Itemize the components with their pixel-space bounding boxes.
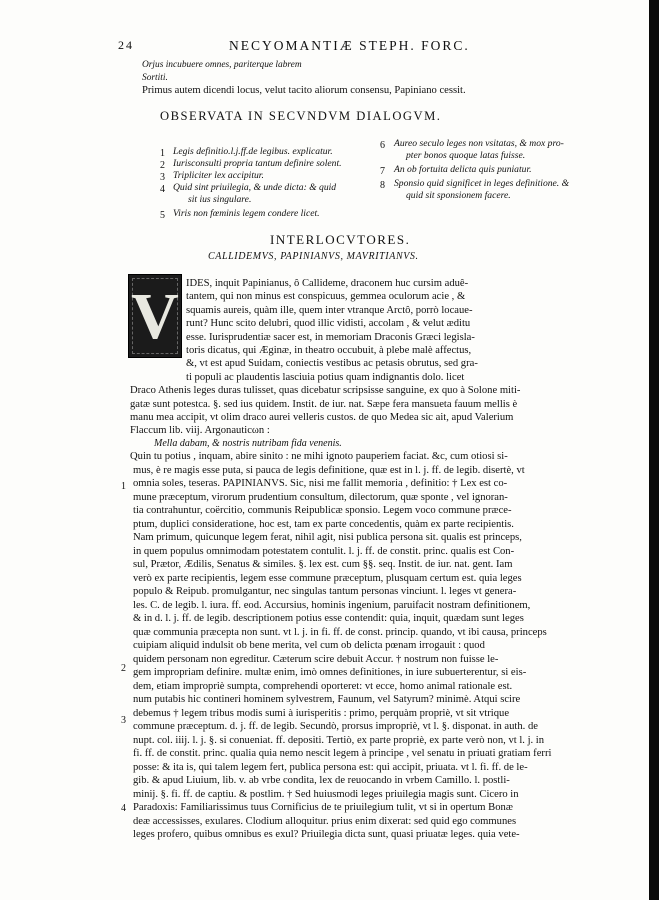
toc-item: Legis definitio.l.j.ff.de legibus. explicatur. xyxy=(173,146,333,157)
text-line: Draco Athenis leges duras tulisset, quas dicebatur scripsisse sanguine, ex quo à Solone miti- xyxy=(130,385,521,397)
initial-letter: V xyxy=(131,280,179,353)
text-line: quidem personam non egreditur. Cæterum scire debuit Accur. † nostrum non fuisse le- xyxy=(133,653,499,665)
text-line: quæ communia præcepta non sunt. vt l. j. in fi. ff. de const. princip. quando, vt ibi causa, princeps xyxy=(133,626,547,638)
toc-number: 5 xyxy=(160,210,165,221)
interlocutores-title: INTERLOCVTORES. xyxy=(270,232,411,247)
verse-line: Sortiti. xyxy=(142,73,168,83)
text-line: fi. ff. de constit. princ. qualia quia nemo nescit legem à principe , vel senatu in priuati gratiam ferri xyxy=(133,748,552,759)
text-line: deæ accessisses, exulares. Clodium alloquitur. prius enim dixerat: sed quid ego communes xyxy=(133,815,517,827)
text-line: populo & Reipub. promulgantur, nec singulas tantum personas vinciunt. l. leges vt genera- xyxy=(133,586,517,597)
text-line: les. C. de legib. l. iura. ff. eod. Accursius, hominis ingenium, paruifacit nostram definitionem, xyxy=(133,599,531,611)
toc-item: Viris non fœminis legem condere licet. xyxy=(173,208,320,219)
text-line: gem impropriam definire. multæ enim, imò omnes definitiones, in iure subuerterentur, si eis- xyxy=(133,667,527,678)
text-line: nupt. col. iiij. l. j. §. si conueniat. ff. depositi. Tertiò, ex parte propriè, ex parte verò non, vt l. j. in xyxy=(133,734,545,746)
text-line: mus, è re magis esse puta, si pauca de legis definitione, quæ est in l. j. ff. de legib. disertè, vt xyxy=(133,464,525,476)
toc-number: 2 xyxy=(160,160,165,171)
margin-number: 1 xyxy=(121,481,126,492)
toc-item: Aureo seculo leges non vsitatas, & mox pro- xyxy=(394,138,564,149)
text-line: tantem, qui non minus est conspicuus, gemmea oculorum acie , & xyxy=(186,291,466,303)
text-line: &, vt est apud Suidam, coniectis vestibus ac petasis obrutus, sed gra- xyxy=(186,358,478,370)
toc-item: quid sit sponsionem facere. xyxy=(406,190,511,201)
text-line: Paradoxis: Familiarissimus tuus Cornificius de te priuilegium tulit, vt si in opertum Bonæ xyxy=(133,802,513,813)
text-line: sul, Prætor, Ædilis, Senatus & similes. §. lex est. cum §§. seq. Instit. de iur. nat. gent. Iam xyxy=(133,559,513,570)
verse-line: Orjus incubuere omnes, pariterque labrem xyxy=(142,60,302,70)
toc-item: An ob fortuita delicta quis puniatur. xyxy=(394,164,532,175)
page-number: 24 xyxy=(118,38,134,52)
toc-item: Quid sint priuilegia, & unde dicta: & quid xyxy=(173,182,337,193)
running-title: NECYOMANTIÆ STEPH. FORC. xyxy=(229,38,470,53)
page-edge-shadow xyxy=(649,0,659,900)
toc-item: Tripliciter lex accipitur. xyxy=(173,170,264,181)
toc-number: 4 xyxy=(160,184,165,195)
text-line: gib. & apud Liuium, lib. v. ab vrbe condita, lex de reuocando in vrbem Camillo. l. postli- xyxy=(133,775,510,786)
text-line: Nam primum, quicunque legem ferat, nihil agit, nisi publica persona sit. qualis est princeps, xyxy=(133,532,522,543)
text-line: omnia soles, teseras. PAPINIANVS. Sic, nisi me fallit memoria , definitio: † Lex est co- xyxy=(133,478,508,489)
text-line: dem, etiam impropriè sumpta, comprehendi oporteret: vt ecce, homo animal rationale est. xyxy=(133,680,513,692)
margin-number: 2 xyxy=(121,663,126,674)
toc-number: 3 xyxy=(160,172,165,183)
observata-title: OBSERVATA IN SECVNDVM DIALOGVM. xyxy=(160,109,442,123)
text-line: mune præceptum, virorum prudentium consultum, dilectorum, quæ sponte , vel ignoran- xyxy=(133,491,508,503)
toc-number: 8 xyxy=(380,180,385,191)
text-line: num putabis hic contineri hominem sylvestrem, Faunum, vel Satyrum? minimè. Atqui scire xyxy=(133,694,521,705)
text-line: leges profero, quibus omnibus es exul? Priuilegia dicta sunt, quasi priuatæ leges. quia vete- xyxy=(133,829,520,840)
text-line: minij. §. fi. ff. de captiu. & postlim. † Sed huiusmodi leges priuilegia magis sunt. Cicero in xyxy=(133,788,519,800)
text-line: ptum, duplici consideratione, hoc est, tam ex parte concedentis, quàm ex parte recipientis. xyxy=(133,518,514,530)
toc-number: 1 xyxy=(160,148,165,159)
interlocutores-names: CALLIDEMVS, PAPINIANVS, MAVRITIANVS. xyxy=(208,251,419,262)
text-line: cuipiam aliquid indulsit ob bene merita, vel cum ob delicta pœnam irrogauit : quod xyxy=(133,640,485,651)
text-line: tia contrahuntur, coërcitio, communis Reipublicæ sponsio. Legem voco commune præce- xyxy=(133,505,512,516)
text-line: esse. Iurisprudentiæ sacer est, in memoriam Draconis Græci legisla- xyxy=(186,331,475,343)
toc-number: 7 xyxy=(380,166,385,177)
text-line: & in d. l. j. ff. de legib. descriptionem potius esse contendit: quia, inquit, quædam sunt leges xyxy=(133,613,524,624)
text-line: toris dicatus, qui Æginæ, in theatro occubuit, à plebe malè affectus, xyxy=(186,345,472,356)
text-line: gatæ sunt potestca. §. sed ius quidem. Instit. de iur. nat. Sæpe fera mansueta fauum mellis è xyxy=(130,398,518,410)
verse-line: Mella dabam, & nostris nutribam fida venenis. xyxy=(154,438,342,449)
text-line: squamis aureis, quàm ille, quem inter vtranque Arctô, porrò locaue- xyxy=(186,304,473,316)
text-line: Quin tu potius , inquam, abire sinito : ne mihi ignoto pauperiem faciat. &c, cum otiosi si- xyxy=(130,451,508,462)
margin-number: 3 xyxy=(121,715,126,726)
text-line: manu mea accipit, vt olim draco aurei velleris custos. de quo Medea sic ait, apud Valerium xyxy=(130,412,514,423)
margin-number: 4 xyxy=(121,803,126,814)
text-line: in quem populus omnimodam potestatem contulit. l. j. ff. de constit. princ. qualis est Con- xyxy=(133,545,515,557)
toc-item: sit ius singulare. xyxy=(188,194,252,205)
text-line: ti populi ac plaudentis lasciuia potius quam indignantis dolo. licet xyxy=(186,371,465,383)
decorated-initial xyxy=(128,274,182,358)
text-line: posse: & ita is, qui talem legem fert, publica persona est: qui accipit, priuata. vt l. fi. ff. de le- xyxy=(133,761,528,773)
text-line: commune præceptum. d. j. ff. de legib. Secundò, prorsus impropriè, vt l. §. disponat. in auth. de xyxy=(133,721,538,732)
text-line: IDES, inquit Papinianus, ô Callideme, draconem huc cursim aduê- xyxy=(186,278,469,289)
text-line: runt? Hunc scito delubri, quod illic vidisti, accolam , & velut æditu xyxy=(186,318,471,330)
toc-number: 6 xyxy=(380,140,385,151)
text-line: verò ex parte recipientis, legem esse commune præceptum, plusquam certum est. quia leges xyxy=(133,572,522,584)
text-line: Flaccum lib. viij. Argonauticωn : xyxy=(130,425,270,437)
intro-line: Primus autem dicendi locus, velut tacito aliorum consensu, Papiniano cessit. xyxy=(142,85,466,96)
toc-item: pter bonos quoque latas fuisse. xyxy=(406,150,526,161)
toc-item: Iurisconsulti propria tantum definire solent. xyxy=(173,158,342,169)
text-line: debemus † legem tribus modis sumi à iurisperitis : primo, perquàm propriè, vt sit vtrique xyxy=(133,707,510,719)
toc-item: Sponsio quid significet in leges definitione. & xyxy=(394,178,570,189)
